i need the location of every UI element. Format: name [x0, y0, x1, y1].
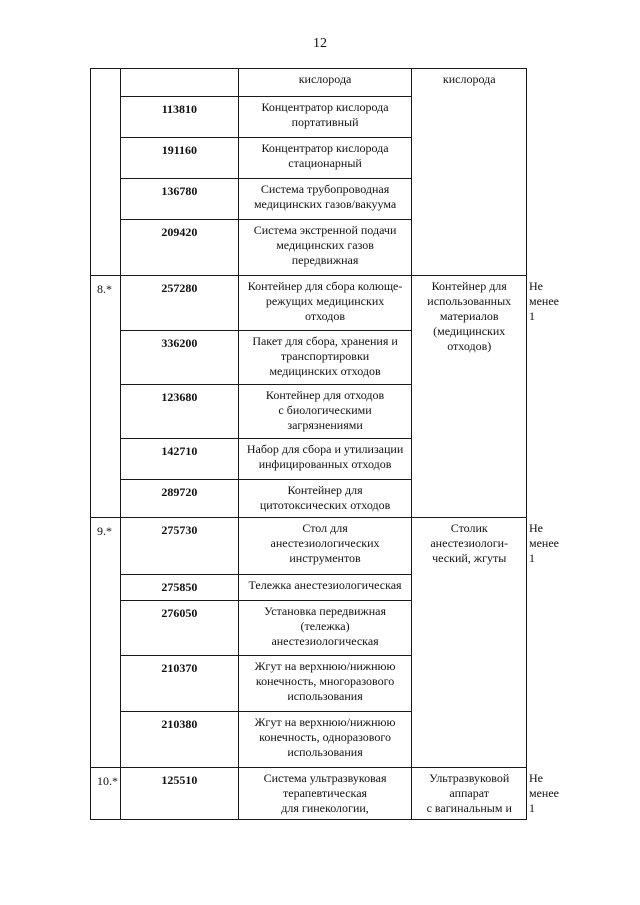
row-number [91, 69, 121, 276]
equipment-name-line: конечность, одноразового [259, 730, 391, 744]
equipment-name-line: транспортировки [280, 349, 370, 363]
equipment-name [238, 97, 412, 138]
equipment-code: 123680 [121, 385, 239, 439]
table-row: 8.* 257280 Контейнер для сбора колюще- режущих медицинских отходов Контейнер для использованных материалов (медицинских отходов) Не менее 1 [91, 276, 527, 331]
equipment-name-line: Контейнер для [287, 483, 363, 497]
equipment-name [238, 138, 412, 179]
equipment-code: 257280 [121, 276, 239, 331]
equipment-name-line: с биологическими [278, 403, 372, 417]
equipment-code: 289720 [121, 480, 239, 518]
equipment-code: 210380 [121, 712, 239, 768]
row-number: 9.* [91, 518, 121, 768]
equipment-code: 209420 [121, 220, 239, 276]
equipment-type-line: Столик [450, 521, 488, 535]
equipment-name [238, 439, 412, 480]
equipment-name-line: Система трубопроводная [260, 182, 390, 196]
equipment-name-line: инструментов [289, 551, 361, 565]
equipment-name [238, 69, 412, 97]
equipment-code: 276050 [121, 601, 239, 656]
equipment-name [238, 712, 412, 768]
equipment-name-line: Жгут на верхнюю/нижнюю [254, 715, 396, 729]
equipment-code: 275850 [121, 575, 239, 601]
equipment-name-line: Контейнер для отходов [265, 388, 385, 402]
equipment-code: 136780 [121, 179, 239, 220]
equipment-type [412, 768, 527, 820]
equipment-name [238, 385, 412, 439]
equipment-name-line: стационарный [288, 156, 362, 170]
equipment-name-line: Концентратор кислорода [261, 141, 389, 155]
equipment-name-line: Стол для [302, 521, 348, 535]
equipment-type-line: использованных [427, 294, 512, 308]
equipment-code: 210370 [121, 656, 239, 712]
equipment-code [121, 69, 239, 97]
equipment-type [412, 69, 527, 276]
equipment-name-line: Пакет для сбора, хранения и [252, 334, 398, 348]
equipment-table [90, 68, 559, 820]
equipment-name [238, 575, 412, 601]
equipment-name-line: использования [287, 745, 363, 759]
equipment-name-line: (тележка) [300, 619, 350, 633]
table-row: 9.* 275730 Стол для анестезиологических инструментов Столик анестезиологи- ческий, жгуты Не менее 1 [91, 518, 527, 575]
equipment-name-line: передвижная [291, 253, 359, 267]
equipment-name-line: для гинекологии, [281, 801, 369, 815]
row-number: 8.* [91, 276, 121, 518]
equipment-name-line: режущих медицинских [265, 294, 385, 308]
equipment-name-line: цитотоксических отходов [259, 498, 391, 512]
equipment-name [238, 276, 412, 331]
equipment-code: 275730 [121, 518, 239, 575]
equipment-type-line: (медицинских [433, 324, 506, 338]
equipment-type-line: аппарат [449, 786, 490, 800]
equipment-name-line: медицинских отходов [269, 364, 381, 378]
table-row [91, 69, 527, 97]
equipment-name [238, 480, 412, 518]
equipment-name-line: анестезиологических [270, 536, 380, 550]
equipment-name-line: кислорода [298, 72, 352, 86]
equipment-code: 191160 [121, 138, 239, 179]
equipment-name-line: медицинских газов [276, 238, 374, 252]
equipment-type-line: анестезиологи- [430, 536, 509, 550]
equipment-name-line: терапевтическая [283, 786, 368, 800]
equipment-name [238, 768, 412, 820]
equipment-name-line: отходов [305, 309, 346, 323]
equipment-type-line: Контейнер для [431, 279, 507, 293]
equipment-type-line: материалов [439, 309, 499, 323]
equipment-name-line: конечность, многоразового [255, 674, 395, 688]
equipment-type-line: Ультразвуковой [429, 771, 510, 785]
equipment-name-line: анестезиологическая [271, 634, 379, 648]
row-number: 10.* [91, 768, 121, 820]
page-number: 12 [313, 36, 327, 51]
equipment-name-line: использования [287, 689, 363, 703]
equipment-name-line: Концентратор кислорода [261, 100, 389, 114]
equipment-name-line: Контейнер для сбора колюще- [247, 279, 403, 293]
equipment-code: 142710 [121, 439, 239, 480]
equipment-name-line: Жгут на верхнюю/нижнюю [254, 659, 396, 673]
equipment-name-line: Установка передвижная [264, 604, 386, 618]
equipment-name [238, 220, 412, 276]
equipment-name-line: Набор для сбора и утилизации [246, 442, 404, 456]
equipment-name-line: загрязнениями [287, 418, 363, 432]
equipment-code: 125510 [121, 768, 239, 820]
equipment-code: 336200 [121, 331, 239, 385]
equipment-name [238, 179, 412, 220]
equipment-name-line: медицинских газов/вакуума [253, 197, 397, 211]
equipment-type-line: с вагинальным и [426, 801, 512, 815]
equipment-type-line: кислорода [442, 72, 496, 86]
equipment-name [238, 601, 412, 656]
equipment-type-line: отходов) [447, 339, 492, 353]
equipment-name [238, 331, 412, 385]
equipment-name [238, 518, 412, 575]
equipment-name-line: Система экстренной подачи [253, 223, 397, 237]
equipment-name-line: Система ультразвуковая [263, 771, 387, 785]
equipment-type [412, 518, 527, 768]
equipment-code: 113810 [121, 97, 239, 138]
equipment-name-line: Тележка анестезиологическая [248, 578, 402, 592]
equipment-name-line: портативный [291, 115, 359, 129]
equipment-name-line: инфицированных отходов [258, 457, 392, 471]
table-row: 10.* 125510 Система ультразвуковая терапевтическая для гинекологии, Ультразвуковой аппарат с вагинальным и Не менее 1 [91, 768, 527, 820]
equipment-type-line: ческий, жгуты [432, 551, 507, 565]
equipment-name [238, 656, 412, 712]
equipment-type [412, 276, 527, 518]
